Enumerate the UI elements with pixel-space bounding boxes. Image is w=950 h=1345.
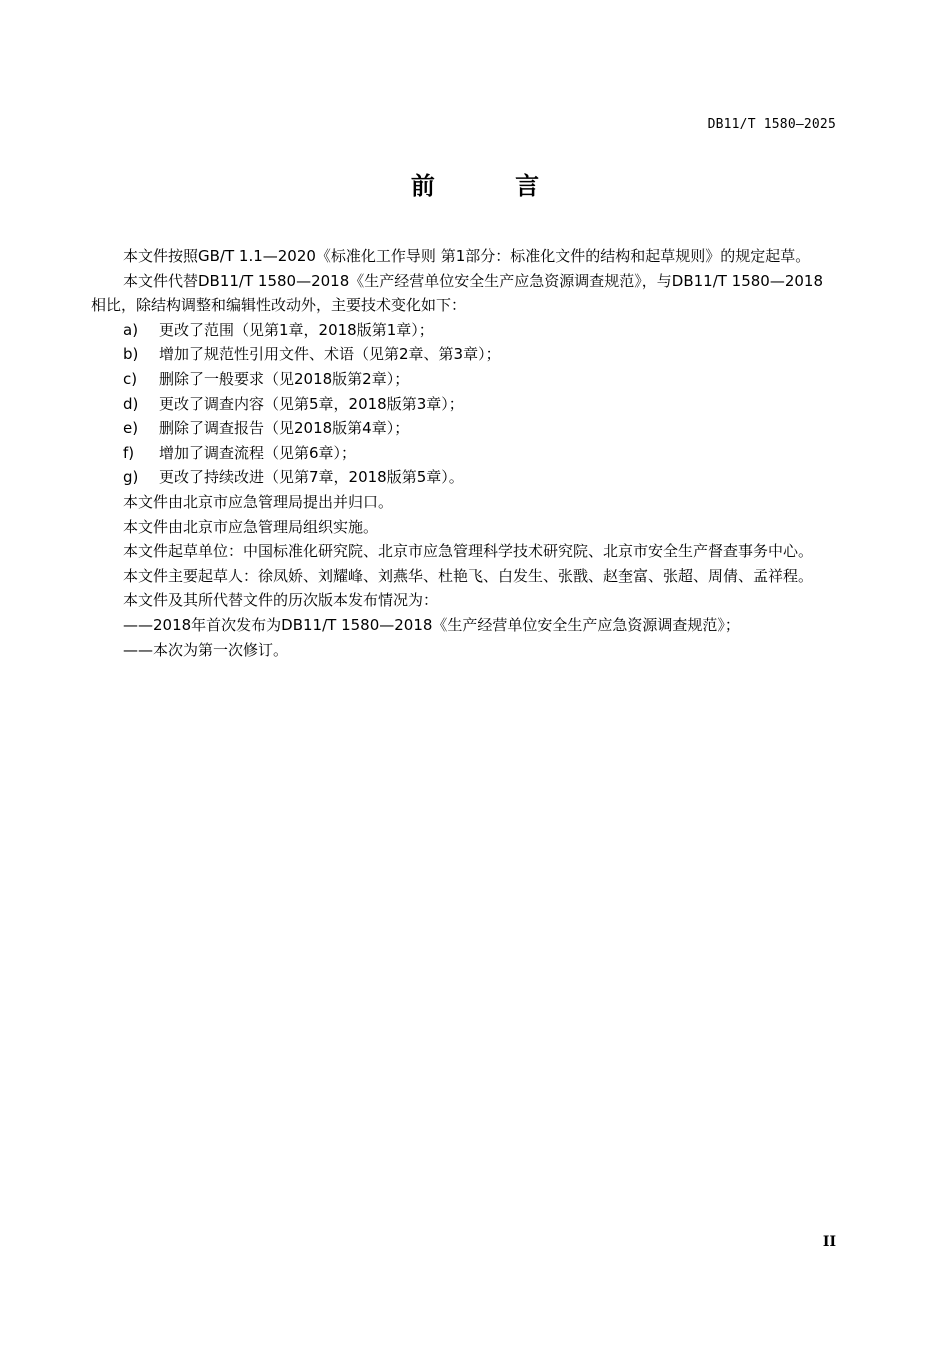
page-number: II (822, 1234, 836, 1250)
list-item-text: 删除了调查报告（见2018版第4章）； (159, 419, 410, 438)
list-item-text: 更改了持续改进（见第7章，2018版第5章）。 (159, 468, 464, 487)
list-item-text: 更改了调查内容（见第5章，2018版第3章）； (159, 394, 464, 413)
list-item (91, 465, 838, 490)
list-item (91, 392, 838, 417)
list-item-text: 更改了范围（见第1章，2018版第1章）； (159, 320, 434, 339)
list-item (91, 367, 838, 392)
paragraph-drafters: 本文件主要起草人：徐凤娇、刘耀峰、刘燕华、杜艳飞、白发生、张戬、赵奎富、张超、周倩、孟祥程。 (123, 566, 814, 585)
page-title: 前 言 (410, 172, 576, 200)
list-item-text: 增加了调查流程（见第6章）； (159, 443, 357, 462)
paragraph-drafting-units: 本文件起草单位：中国标准化研究院、北京市应急管理科学技术研究院、北京市安全生产督查事务中心。 (123, 542, 814, 561)
document-code-header: DB11/T 1580—2025 (707, 117, 836, 132)
list-marker: e) (123, 419, 139, 438)
list-marker: d) (123, 394, 139, 413)
list-item (91, 441, 838, 466)
list-marker: f) (123, 443, 135, 462)
history-item: ——本次为第一次修订。 (123, 640, 289, 659)
list-marker: c) (123, 369, 138, 388)
list-marker: a) (123, 320, 139, 339)
list-item-text: 增加了规范性引用文件、术语（见第2章、第3章）； (159, 345, 501, 364)
paragraph-drafting-rules: 本文件按照GB/T 1.1—2020《标准化工作导则 第1部分：标准化文件的结构和起草规则》的规定起草。 (123, 247, 811, 265)
paragraph-history-intro: 本文件及其所代替文件的历次版本发布情况为： (123, 591, 439, 610)
list-item (91, 416, 838, 441)
list-item-text: 删除了一般要求（见2018版第2章）； (159, 369, 410, 388)
paragraph-implementer: 本文件由北京市应急管理局组织实施。 (123, 517, 379, 536)
list-marker: b) (123, 345, 139, 364)
list-marker: g) (123, 468, 139, 487)
paragraph-replacement: 本文件代替DB11/T 1580—2018《生产经营单位安全生产应急资源调查规范》，与DB11/T 1580—2018相比，除结构调整和编辑性改动外，主要技术变化如下： (91, 271, 824, 315)
foreword-body (91, 244, 838, 662)
history-list (91, 613, 838, 662)
list-item (91, 342, 838, 367)
list-item (91, 318, 838, 343)
history-item: ——2018年首次发布为DB11/T 1580—2018《生产经营单位安全生产应急资源调查规范》； (123, 615, 740, 634)
paragraph-proposer: 本文件由北京市应急管理局提出并归口。 (123, 492, 394, 511)
changes-list (91, 318, 838, 490)
